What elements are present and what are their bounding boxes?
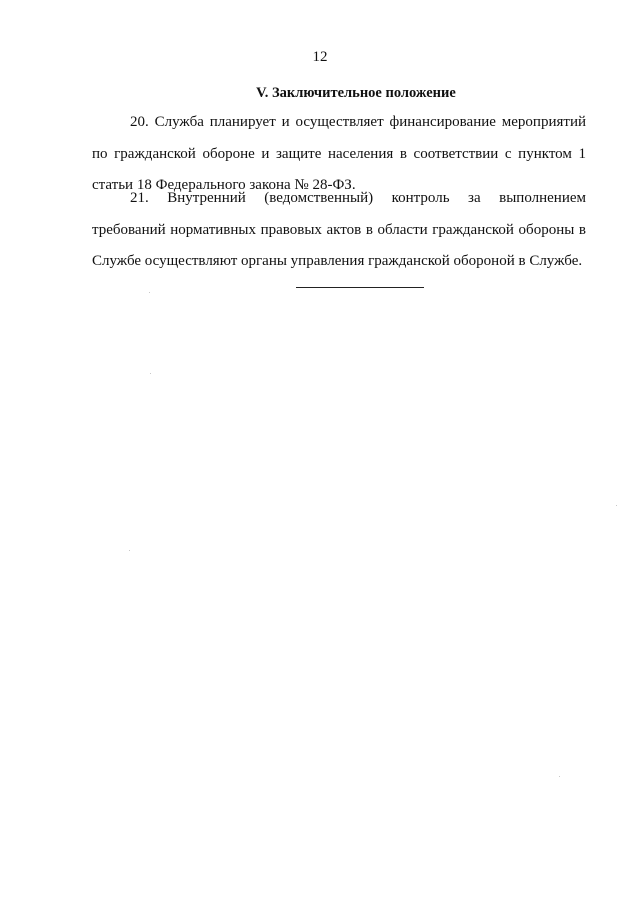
section-divider-line bbox=[296, 287, 424, 288]
scan-speck bbox=[616, 505, 617, 506]
section-title: V. Заключительное положение bbox=[256, 85, 456, 101]
scan-speck bbox=[559, 776, 560, 777]
paragraph-21: 21. Внутренний (ведомственный) контроль за выполнением требований нормативных правовых актов в области гражданской обороны в Службе осуществляют органы управления гражданской обороной в Службе. bbox=[92, 190, 586, 269]
scan-speck bbox=[150, 373, 151, 374]
paragraph-block-21 bbox=[92, 183, 586, 278]
scan-speck bbox=[149, 292, 150, 293]
scan-speck bbox=[129, 550, 130, 551]
page-number: 12 bbox=[312, 49, 328, 65]
paragraph-20: 20. Служба планирует и осуществляет финансирование мероприятий по гражданской обороне и защите населения в соответствии с пунктом 1 статьи 18 Федерального закона № 28-ФЗ. bbox=[92, 114, 586, 193]
